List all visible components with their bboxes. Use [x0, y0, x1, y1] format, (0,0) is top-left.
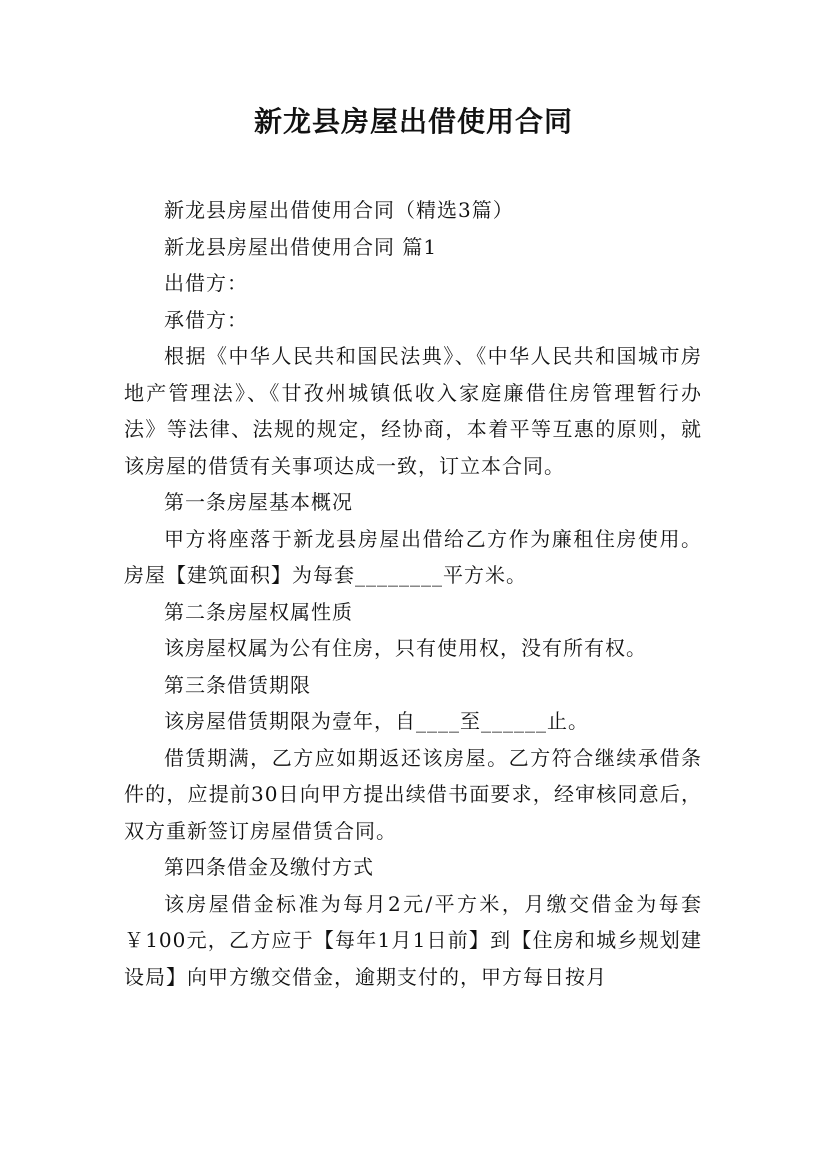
article-2-heading: 第二条房屋权属性质 — [164, 599, 353, 624]
article-3-text: 该房屋借赁期限为壹年，自____至______止。 — [164, 709, 589, 733]
paragraph-subtitle: 新龙县房屋出借使用合同（精选3篇） — [164, 198, 514, 222]
document-title: 新龙县房屋出借使用合同 — [253, 105, 573, 138]
paragraph-section-heading: 新龙县房屋出借使用合同 篇1 — [164, 234, 438, 259]
article-1-text: 甲方将座落于新龙县房屋出借给乙方作为廉租住房使用。房屋【建筑面积】为每套________平方米。 — [124, 526, 702, 587]
paragraph-lender: 出借方： — [164, 271, 248, 295]
paragraph-preamble: 根据《中华人民共和国民法典》、《中华人民共和国城市房地产管理法》、《甘孜州城镇低收入家庭廉借住房管理暂行办法》等法律、法规的规定，经协商，本着平等互惠的原则，就该房屋的借赁有关事项达成一致，订立本合同。 — [124, 344, 702, 478]
article-2-text: 该房屋权属为公有住房，只有使用权，没有所有权。 — [164, 636, 647, 660]
article-1-heading: 第一条房屋基本概况 — [164, 490, 353, 514]
paragraph-borrower: 承借方： — [164, 307, 248, 332]
document-body — [124, 192, 702, 995]
article-3-heading: 第三条借赁期限 — [164, 672, 311, 697]
article-3-renewal-text: 借赁期满，乙方应如期返还该房屋。乙方符合继续承借条件的，应提前30日向甲方提出续借书面要求，经审核同意后，双方重新签订房屋借赁合同。 — [124, 745, 702, 843]
article-4-heading: 第四条借金及缴付方式 — [164, 855, 374, 879]
article-4-text: 该房屋借金标准为每月2元/平方米，月缴交借金为每套￥100元，乙方应于【每年1月1日前】到【住房和城乡规划建设局】向甲方缴交借金，逾期支付的，甲方每日按月 — [124, 891, 702, 989]
